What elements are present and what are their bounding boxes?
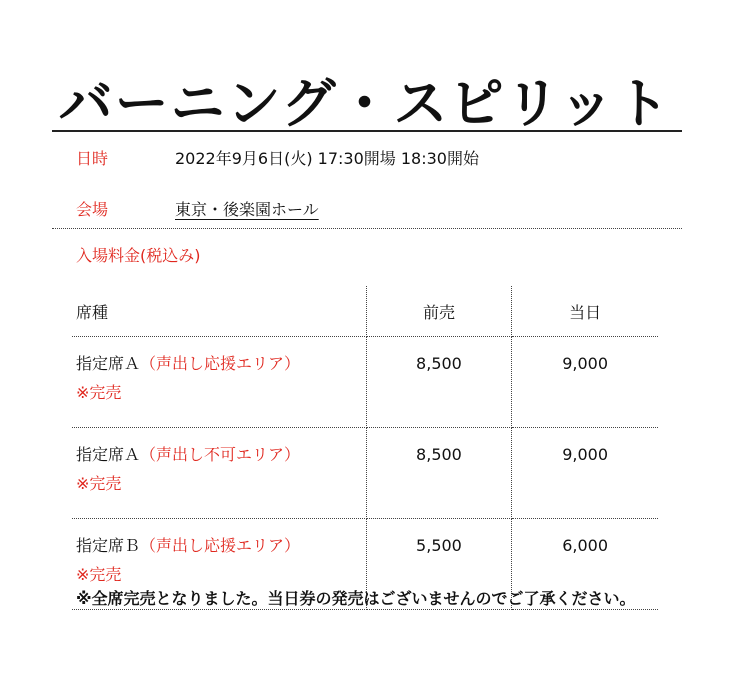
seat-area: （声出し応援エリア） [140,354,301,373]
title-divider [52,130,682,132]
same-day-price: 6,000 [512,519,658,610]
same-day-price: 9,000 [512,428,658,519]
seat-cell [72,428,366,519]
page-title: バーニング・スピリット [58,72,672,136]
seat-cell [72,337,366,428]
price-table [72,286,658,610]
date-value: 2022年9月6日(火) 17:30開場 18:30開始 [175,149,479,168]
table-header-row [72,286,658,337]
seat-name: 指定席Ａ [76,445,141,464]
table-row [72,428,658,519]
seat-name: 指定席Ｂ [76,536,141,555]
header-same-day: 当日 [512,286,658,337]
sold-out-badge: ※完売 [76,474,122,493]
info-divider [52,228,682,229]
same-day-price: 9,000 [512,337,658,428]
table-row [72,337,658,428]
date-label: 日時 [76,149,109,168]
advance-price: 8,500 [366,337,512,428]
price-heading: 入場料金(税込み) [76,246,201,265]
seat-area: （声出し応援エリア） [140,536,301,555]
seat-name: 指定席Ａ [76,354,141,373]
advance-price: 5,500 [366,519,512,610]
header-seat-type: 席種 [72,286,366,337]
venue-link[interactable]: 東京・後楽園ホール [175,200,319,219]
header-advance: 前売 [366,286,512,337]
advance-price: 8,500 [366,428,512,519]
venue-label: 会場 [76,200,109,219]
seat-area: （声出し不可エリア） [140,445,301,464]
sold-out-badge: ※完売 [76,565,122,584]
sold-out-badge: ※完売 [76,383,122,402]
sold-out-notice: ※全席完売となりました。当日券の発売はございませんのでご了承ください。 [76,589,636,608]
